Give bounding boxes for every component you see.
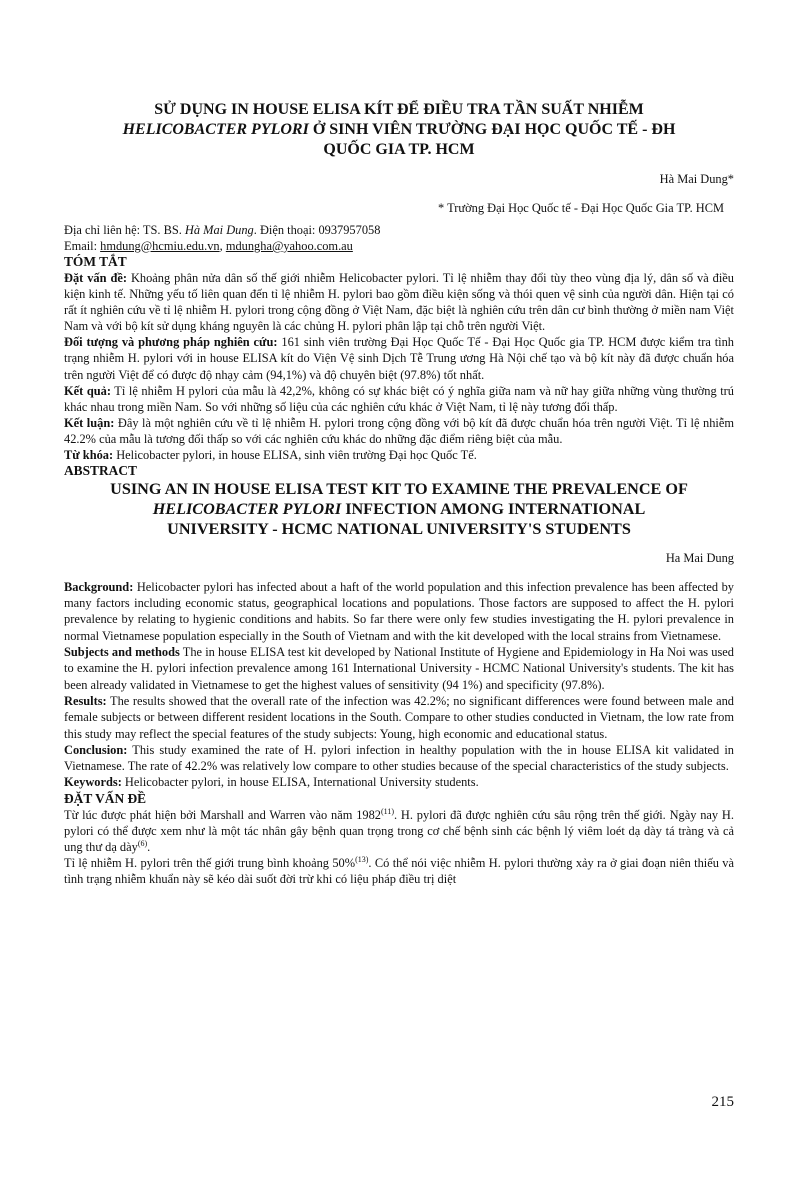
ketqua-label: Kết quả: bbox=[64, 383, 111, 398]
abstract-author: Ha Mai Dung bbox=[665, 551, 734, 566]
abstract-background bbox=[64, 579, 734, 644]
email-link-1[interactable]: hmdung@hcmiu.edu.vn bbox=[100, 238, 220, 253]
background-text: Helicobacter pylori has infected about a haft of the world population and this infection prevalence has been affected by many factors including economic status, geographical locations and populations. Those factors are supposed to affect the H. pylori prevalence by relating to hygienic conditions and habits. So far there were only few studies investigating the H. pylori prevalence in normal Vietnamese population especially in the South of Vietnam and with the kit developed with the local strains from Vietnamese. bbox=[64, 579, 734, 643]
tomtat-ketqua bbox=[64, 383, 734, 415]
citation-sup: (6) bbox=[137, 838, 148, 848]
contact-name: Hà Mai Dung bbox=[184, 222, 254, 237]
title-en-line3: UNIVERSITY - HCMC NATIONAL UNIVERSITY'S STUDENTS bbox=[167, 520, 631, 539]
author-name: Hà Mai Dung* bbox=[659, 172, 734, 187]
tomtat-doituong bbox=[64, 334, 734, 382]
contact-phone: . Điện thoại: 0937957058 bbox=[253, 222, 381, 237]
title-vn-line2-rest: Ở SINH VIÊN TRƯỜNG ĐẠI HỌC QUỐC TẾ - ĐH bbox=[308, 121, 676, 138]
background-label: Background: bbox=[64, 579, 134, 594]
email-link-2[interactable]: mdungha@yahoo.com.au bbox=[225, 238, 353, 253]
abstract-subjects bbox=[64, 644, 734, 693]
conclusion-text: This study examined the rate of H. pylori infection in healthy population with the in house ELISA kit validated in Vietnamese. The rate of 42.2% was relatively low compare to other studies because of the special characteristics of the study subjects. bbox=[64, 742, 734, 774]
title-en-line2 bbox=[64, 499, 734, 519]
contact-prefix: Địa chỉ liên hệ: TS. BS. bbox=[64, 222, 185, 237]
paper-content bbox=[64, 100, 734, 887]
tomtat-tukhoa bbox=[64, 447, 734, 463]
datvande-p2 bbox=[64, 855, 734, 887]
email-sep: , bbox=[219, 238, 226, 253]
abstract-conclusion bbox=[64, 742, 734, 775]
datvande-p2-rest: . Có thể nói việc nhiễm H. pylori thường xảy ra ở giai đoạn niên thiếu và tình trạng nhiễm khuẩn này sẽ kéo dài suốt đời trừ khi có liệu pháp điều trị diệt bbox=[64, 856, 734, 887]
citation-sup: (13) bbox=[355, 854, 369, 864]
tomtat-datvande bbox=[64, 270, 734, 334]
results-label: Results: bbox=[64, 693, 107, 708]
title-en-line2-rest: INFECTION AMONG INTERNATIONAL bbox=[341, 500, 646, 519]
page-number: 215 bbox=[711, 1094, 734, 1110]
title-vn-line1: SỬ DỤNG IN HOUSE ELISA KÍT ĐỂ ĐIỀU TRA TẦN SUẤT NHIỄM bbox=[154, 101, 644, 118]
ketluan-label: Kết luận: bbox=[64, 415, 115, 430]
conclusion-label: Conclusion: bbox=[64, 742, 128, 757]
datvande-heading: ĐẶT VẤN ĐỀ bbox=[64, 790, 147, 806]
tomtat-ketluan bbox=[64, 415, 734, 447]
title-vn-italic: HELICOBACTER PYLORI bbox=[122, 121, 309, 138]
tomtat-heading: TÓM TẮT bbox=[64, 253, 127, 269]
datvande-p1-rest: . H. pylori đã được nghiên cứu sâu rộng trên thế giới. Ngày nay H. pylori có thể được xem như là một tác nhân gây bệnh quan trọng trong cơ chế bệnh sinh các bệnh lý viêm loét dạ dày tá tràng và cả ung thư dạ dày bbox=[64, 807, 734, 854]
abstract-results bbox=[64, 693, 734, 742]
results-text: The results showed that the overall rate of the infection was 42.2%; no significant differences were found between male and female subjects or between different resident locations in the South. Compare to other studies conducted in Vietnam, the low rate from this study may reflect the special features of the study subjects: Young, high economic and educational status. bbox=[64, 693, 734, 741]
abstract-heading: ABSTRACT bbox=[64, 463, 137, 479]
abstract-keywords bbox=[64, 774, 734, 790]
title-en-italic: HELICOBACTER PYLORI bbox=[152, 500, 342, 519]
datvande-p1 bbox=[64, 807, 734, 855]
datvande-p2-start: Tỉ lệ nhiễm H. pylori trên thế giới trung bình khoảng 50% bbox=[64, 856, 356, 871]
subjects-text: The in house ELISA test kit developed by National Institute of Hygiene and Epidemiology in Ha Noi was used to examine the H. pylori infection prevalence among 161 International University - HCMC National University's students. The kit has been already validated in Vietnamese to get the highest values of sensitivity (94 1%) and specificity (97.8%). bbox=[64, 645, 735, 692]
title-vn-line3: QUỐC GIA TP. HCM bbox=[323, 141, 475, 158]
datvande-text: Khoảng phân nửa dân số thế giới nhiễm Helicobacter pylori. Tỉ lệ nhiễm thay đổi tùy theo vùng địa lý, dân số và điều kiện kinh tế. Những yếu tố liên quan đến tỉ lệ nhiễm H. pylori bao gồm điều kiện sống và thói quen vệ sinh của người dân. Hiện tại có rất ít nghiên cứu về tỉ lệ nhiễm H. pylori trong cộng đồng ở Việt Nam, đặc biệt là nghiên cứu trên dân cư bình thường ở miền nam Việt Nam và với bộ kít sử dụng kháng nguyên là các chủng H. pylori phân lập tại chỗ trên người Việt. bbox=[64, 270, 735, 334]
contact-line bbox=[64, 222, 734, 238]
ketqua-text: Tỉ lệ nhiễm H pylori của mẫu là 42,2%, không có sự khác biệt có ý nghĩa giữa nam và nữ hay giữa những vùng thường trú khác nhau trong miền Nam. So với những số liệu của các nghiên cứu khác ở Việt Nam, tỉ lệ này tương đối thấp. bbox=[64, 383, 734, 414]
title-en-line1: USING AN IN HOUSE ELISA TEST KIT TO EXAMINE THE PREVALENCE OF bbox=[110, 480, 688, 499]
tukhoa-text: Helicobacter pylori, in house ELISA, sinh viên trường Đại học Quốc Tế. bbox=[113, 448, 477, 462]
citation-sup: (11) bbox=[380, 806, 395, 816]
tukhoa-label: Từ khóa: bbox=[64, 448, 114, 462]
email-label: Email: bbox=[64, 238, 101, 253]
ketluan-text: Đây là một nghiên cứu về tỉ lệ nhiễm H. pylori trong cộng đồng với bộ kít đã được chuẩn hóa trên người Việt. Tỉ lệ nhiễm 42.2% của mẫu là tương đối thấp so với các nghiên cứu khác do những đặc điểm riêng biệt của mẫu. bbox=[64, 415, 734, 446]
doituong-text: 161 sinh viên trường Đại Học Quốc Tế - Đại Học Quốc gia TP. HCM được kiểm tra tình trạng nhiễm H. pylori với in house ELISA kít do Viện Vệ sinh Dịch Tễ Trung ương Hà Nội chế tạo và bộ kít này đã được chuẩn hóa trên người Việt để có được độ nhạy cảm (94,1%) và độ chuyên biệt (97.8%) tốt nhất. bbox=[64, 335, 734, 382]
datvande-label: Đặt vấn đề: bbox=[64, 270, 127, 285]
email-line bbox=[64, 238, 734, 254]
keywords-label: Keywords: bbox=[64, 775, 122, 790]
doituong-label: Đối tượng và phương pháp nghiên cứu: bbox=[64, 335, 278, 350]
datvande-p1-end: . bbox=[147, 839, 151, 854]
author-affiliation: * Trường Đại Học Quốc tế - Đại Học Quốc Gia TP. HCM bbox=[438, 200, 724, 215]
keywords-text: Helicobacter pylori, in house ELISA, International University students. bbox=[121, 775, 479, 790]
datvande-p1-start: Từ lúc được phát hiện bởi Marshall and Warren vào năm 1982 bbox=[64, 807, 381, 822]
title-vn-line2 bbox=[64, 120, 734, 140]
subjects-label: Subjects and methods bbox=[64, 645, 180, 660]
